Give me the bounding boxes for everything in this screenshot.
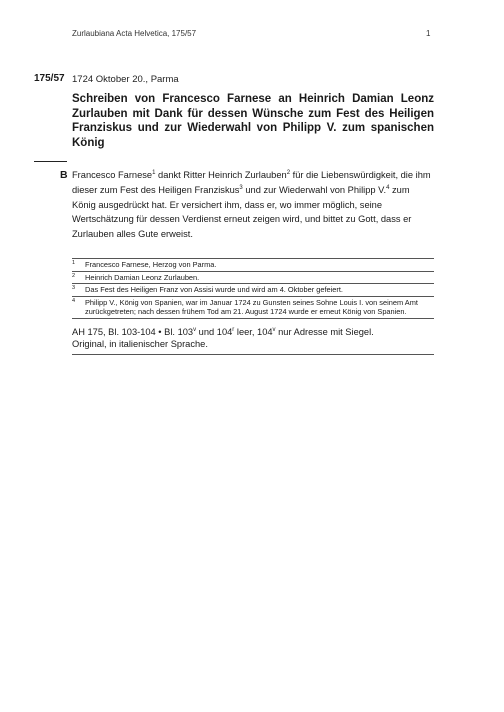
footnote-text: Heinrich Damian Leonz Zurlauben. bbox=[85, 272, 200, 282]
footnote-text: Das Fest des Heiligen Franz von Assisi wurde und wird am 4. Oktober gefeiert. bbox=[85, 285, 343, 294]
source-original-note: Original, in italienischer Sprache. bbox=[72, 338, 208, 349]
folio-side: v bbox=[193, 327, 197, 333]
summary-text: zum König ausgedrückt hat. Er versichert ihm, dass er, wo immer möglich, seine Wertschätzung für dessen Verdienst erneut zeigen wird, und bittet zu Gott, dass er Zurlauben alles Gute erweist. bbox=[72, 184, 412, 240]
footnote-number: 2 bbox=[72, 272, 76, 279]
footnote-ref: 2 bbox=[286, 170, 291, 176]
footnote bbox=[72, 284, 434, 297]
separator-rule bbox=[34, 161, 67, 162]
summary-text: Francesco Farnese bbox=[72, 170, 153, 180]
footnote-text: Francesco Farnese, Herzog von Parma. bbox=[85, 260, 217, 269]
footnote-number: 1 bbox=[72, 260, 76, 266]
footnote-number: 4 bbox=[72, 297, 76, 304]
footnote-ref: 4 bbox=[386, 184, 390, 191]
document-number: 175/57 bbox=[34, 73, 65, 84]
footnote-text: Philipp V., König von Spanien, war im Januar 1724 zu Gunsten seines Sohne Louis I. von seinem Amt zurückgetreten; nach dessen frühem Tod am 21. August 1724 wurde er erneut König von Spanien. bbox=[85, 297, 418, 316]
folio-side: r bbox=[232, 327, 235, 333]
summary-paragraph bbox=[72, 168, 434, 242]
footnote-ref: 3 bbox=[239, 184, 243, 191]
letter-marker: B bbox=[60, 169, 68, 181]
source-line bbox=[72, 327, 434, 339]
document-title: Schreiben von Francesco Farnese an Heinrich Damian Leonz Zurlauben mit Dank für dessen Wünsche zum Fest des Heiligen Franziskus und zur Wiederwahl von Philipp V. zum spanischen König bbox=[72, 93, 434, 150]
running-head: Zurlaubiana Acta Helvetica, 175/57 bbox=[72, 29, 197, 38]
folio-side: v bbox=[272, 327, 276, 333]
footnote bbox=[72, 297, 434, 319]
source-text: AH 175, Bl. 103-104 • Bl. 103 bbox=[72, 327, 194, 337]
summary-text: für die Liebenswürdigkeit, die ihm dieser zum Fest des Heiligen Franziskus bbox=[72, 170, 431, 195]
source-text: nur Adresse mit Siegel. bbox=[275, 327, 374, 337]
footnote-number: 3 bbox=[72, 285, 76, 291]
footnote bbox=[72, 272, 434, 285]
source-note bbox=[72, 327, 434, 355]
footnotes bbox=[72, 258, 434, 319]
summary-text: dankt Ritter Heinrich Zurlauben bbox=[155, 170, 287, 180]
summary-text: und zur Wiederwahl von Philipp V. bbox=[242, 184, 387, 195]
page-number: 1 bbox=[426, 29, 431, 38]
date-place: 1724 Oktober 20., Parma bbox=[72, 74, 179, 85]
source-text: und 104 bbox=[196, 327, 233, 337]
footnote-ref: 1 bbox=[152, 170, 156, 176]
source-text: leer, 104 bbox=[234, 327, 273, 337]
footnote bbox=[72, 259, 434, 272]
